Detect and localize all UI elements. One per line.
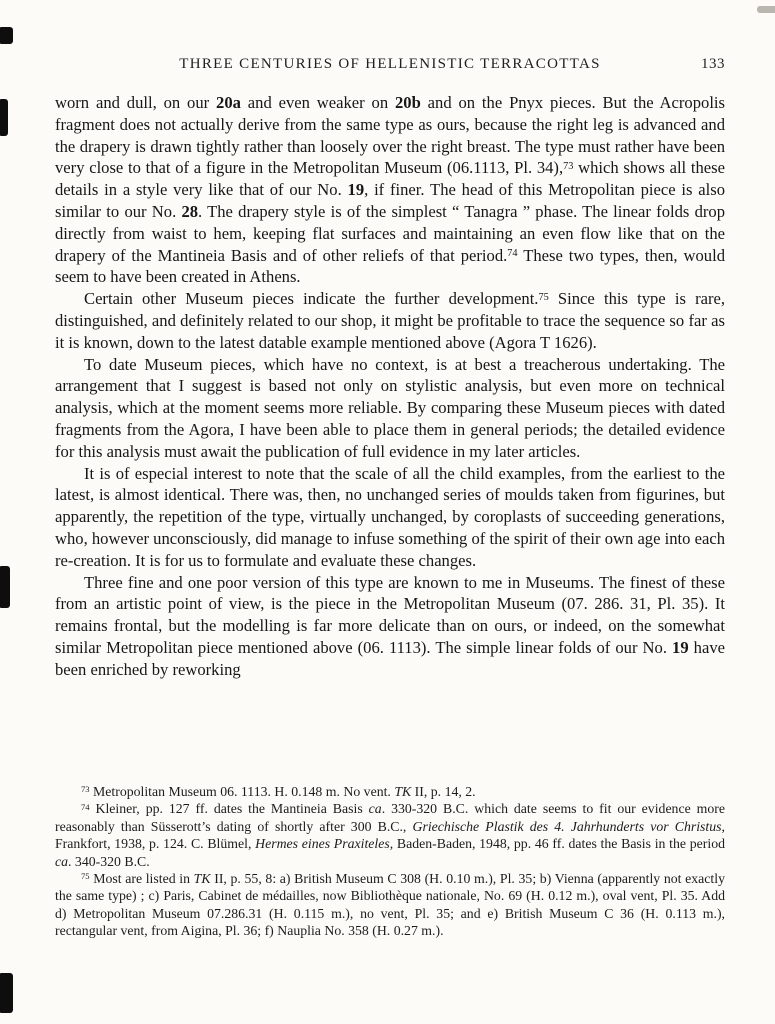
text-run: and even weaker on xyxy=(240,93,395,112)
text-run: These two types, then, would seem to have been created in Athens. xyxy=(55,245,725,287)
scan-artifact xyxy=(0,566,10,608)
text-run: 19 xyxy=(672,637,689,657)
footnote xyxy=(55,783,725,800)
text-run: . The drapery style is of the simplest “ Tanagra ” phase. The linear folds drop directly from waist to hem, keeping flat surfaces and maintaining an even flow like that on the drapery of the Mantineia Basis and of other reliefs of that period. xyxy=(55,201,725,265)
text-run: To date Museum pieces, which have no context, is at best a treacherous undertaking. The arrangement that I suggest is based not only on stylistic analysis, but even more on technical analysis, which at the moment seems more reliable. By comparing these Museum pieces with dated fragments from the Agora, I have been able to place them in general periods; the detailed evidence for this analysis must await the publication of full evidence in my later articles. xyxy=(55,354,725,461)
paragraph xyxy=(55,288,725,353)
page-number: 133 xyxy=(701,56,725,72)
text-run: II, p. 14, 2. xyxy=(411,784,476,799)
text-run: 19 xyxy=(347,180,365,200)
text-run: Hermes eines Praxiteles xyxy=(255,836,390,852)
text-run: . 340-320 B.C. xyxy=(68,853,150,869)
text-run: Most are listed in xyxy=(89,871,194,887)
footnotes xyxy=(55,783,725,940)
page-header xyxy=(55,56,725,73)
paragraph xyxy=(55,354,725,463)
text-run: 20a xyxy=(216,93,241,112)
text-run: , if finer. The head of this Metropolitan piece is also similar to our No. xyxy=(55,180,725,221)
footnote xyxy=(55,800,725,870)
text-run: TK xyxy=(394,784,412,799)
footnote-ref: 75 xyxy=(538,291,549,303)
footnote-ref: 74 xyxy=(81,801,90,812)
scan-artifact xyxy=(0,99,8,136)
footnote xyxy=(55,870,725,940)
running-head: THREE CENTURIES OF HELLENISTIC TERRACOTTAS xyxy=(179,56,601,72)
text-run: Three fine and one poor version of this type are known to me in Museums. The finest of these from an artistic point of view, is the piece in the Metropolitan Museum (07. 286. 31, Pl. 35). It remains frontal, but the modelling is far more delicate than on ours, or indeed, on the somewhat similar Metropolitan piece mentioned above (06. 1113). The simple linear folds of our No. xyxy=(55,572,725,657)
paragraph xyxy=(55,572,725,681)
footnote-ref: 73 xyxy=(81,784,90,795)
footnote-ref: 75 xyxy=(81,871,90,882)
text-run: , Frankfort, 1938, p. 124. C. Blümel, xyxy=(55,818,725,852)
paragraph xyxy=(55,92,725,288)
text-run: TK xyxy=(193,871,211,887)
text-run: 20b xyxy=(394,93,421,112)
text-run: II, p. 55, 8: a) British Museum C 308 (H. 0.10 m.), Pl. 35; b) Vienna (apparently not exactly the same type) ; c) Paris, Cabinet de médailles, now Bibliothèque nationale, No. 69 (H. 0.12 m.), oval vent, Pl. 35. Add d) Metropolitan Museum 07.286.31 (H. 0.115 m.), no vent, Pl. 35; and e) British Museum C 36 (H. 0.113 m.), rectangular vent, from Aigina, Pl. 36; f) Nauplia No. 358 (H. 0.27 m.). xyxy=(55,871,725,939)
scan-artifact xyxy=(757,6,775,13)
text-run: which shows all these details in a style very like that of our No. xyxy=(55,158,725,200)
text-run: Certain other Museum pieces indicate the further development. xyxy=(84,289,539,309)
text-run: ca xyxy=(368,801,382,817)
text-run: worn and dull, on our xyxy=(55,93,217,112)
text-run: ca xyxy=(55,853,69,869)
text-run: Metropolitan Museum 06. 1113. H. 0.148 m. No vent. xyxy=(89,784,395,799)
text-run: have been enriched by reworking xyxy=(55,637,725,679)
text-run: 28 xyxy=(181,201,199,221)
footnote-ref: 73 xyxy=(563,160,574,172)
scan-artifact xyxy=(0,973,13,1013)
footnote-ref: 74 xyxy=(507,247,518,259)
text-run: Kleiner, pp. 127 ff. dates the Mantineia Basis xyxy=(89,801,369,817)
text-run: and on the Pnyx pieces. But the Acropolis fragment does not actually derive from the same type as ours, because the right leg is advanced and the drapery is drawn tightly rather than loosely over the right breast. The type must rather have been very close to that of a figure in the Metropolitan Museum (06.1113, Pl. 34), xyxy=(55,93,725,178)
body-text xyxy=(55,92,725,681)
text-run: Griechische Plastik des 4. Jahrhunderts vor Christus xyxy=(412,818,722,834)
text-run: It is of especial interest to note that the scale of all the child examples, from the earliest to the latest, is almost identical. There was, then, no unchanged series of moulds taken from figurines, but apparently, the repetition of the type, virtually unchanged, by coroplasts of succeeding generations, who, however unconsciously, did manage to infuse something of the spirit of their own age into each re-creation. It is for us to formulate and evaluate these changes. xyxy=(55,463,725,570)
text-run: . 330-320 B.C. which date seems to fit our evidence more reasonably than Süsserott’s dating of shortly after 300 B.C., xyxy=(55,801,725,834)
text-run: Since this type is rare, distinguished, and definitely related to our shop, it might be profitable to trace the sequence so far as it is known, down to the latest datable example mentioned above (Agora T 1626). xyxy=(55,289,726,352)
scan-artifact xyxy=(0,27,13,44)
paragraph xyxy=(55,463,725,572)
text-run: , Baden-Baden, 1948, pp. 46 ff. dates the Basis in the period xyxy=(389,836,725,852)
